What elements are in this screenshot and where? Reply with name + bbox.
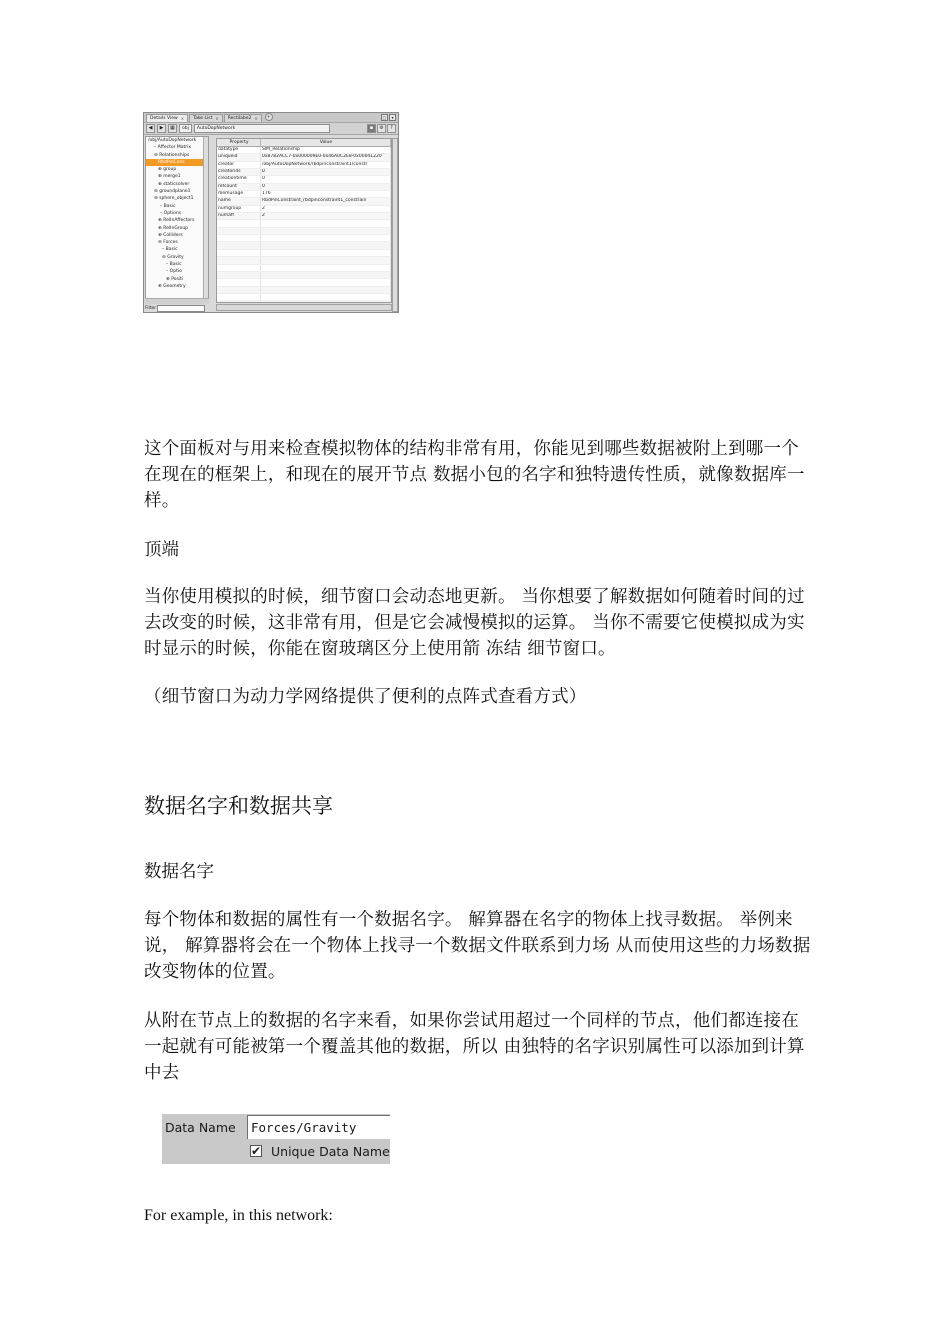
table-row[interactable] bbox=[217, 301, 391, 303]
close-icon[interactable]: × bbox=[254, 116, 258, 121]
link-icon[interactable]: ⚙ bbox=[377, 124, 386, 133]
tree-item[interactable]: – Options bbox=[160, 210, 182, 216]
property-cell bbox=[217, 287, 261, 293]
property-cell bbox=[217, 220, 261, 226]
paragraph-update: 当你使用模拟的时候，细节窗口会动态地更新。 当你想要了解数据如何随着时间的过去改变的时候，这非常有用，但是它会减慢模拟的运算。 当你不需要它使模拟成为实时显示的时候，你能在窗玻璃区分上使用箭 冻结 细节窗口。 bbox=[144, 587, 805, 659]
details-view-screenshot bbox=[143, 112, 399, 313]
value-cell: 0 bbox=[261, 176, 391, 182]
value-cell bbox=[261, 272, 391, 278]
property-cell: numgroup bbox=[217, 206, 261, 212]
pin-icon[interactable]: ▪ bbox=[367, 124, 376, 133]
table-header bbox=[217, 139, 391, 147]
property-cell bbox=[217, 228, 261, 234]
example-caption: For example, in this network: bbox=[144, 1207, 333, 1224]
table-row[interactable] bbox=[217, 294, 391, 301]
menu-icon[interactable]: ▾ bbox=[389, 114, 396, 121]
table-row[interactable] bbox=[217, 147, 391, 154]
value-cell bbox=[261, 265, 391, 271]
value-cell: 0 bbox=[261, 184, 391, 190]
pane-tab-bar bbox=[144, 113, 398, 123]
tab-label: Take List bbox=[193, 116, 213, 121]
table-row[interactable] bbox=[217, 279, 391, 286]
property-cell: creatorids bbox=[217, 169, 261, 175]
tree-item[interactable]: – Basic bbox=[162, 247, 178, 253]
table-row[interactable] bbox=[217, 257, 391, 264]
unique-data-name-checkbox[interactable]: ✔ bbox=[251, 1144, 262, 1158]
property-cell: datatype bbox=[217, 147, 261, 153]
tab-label: Details View bbox=[150, 116, 178, 121]
value-cell: 2 bbox=[261, 213, 391, 219]
tree-item[interactable]: – Optio bbox=[166, 269, 182, 275]
paragraph-data-name: 每个物体和数据的属性有一个数据名字。 解算器在名字的物体上找寻数据。 举例来说， 解算器将会在一个物体上找寻一个数据文件联系到力场 从而使用这些的力场数据改变物体的位置。 bbox=[144, 910, 811, 982]
table-row[interactable] bbox=[217, 154, 391, 161]
table-horizontal-scrollbar[interactable] bbox=[216, 304, 392, 311]
unique-data-name-label: Unique Data Name bbox=[271, 1144, 390, 1159]
property-cell bbox=[217, 257, 261, 263]
value-cell bbox=[261, 301, 391, 303]
add-tab-icon[interactable]: + bbox=[265, 113, 273, 121]
property-cell bbox=[217, 242, 261, 248]
value-cell: RbdPinConstraint_rbdpinconstraint1_constrain bbox=[261, 198, 391, 204]
tree-item[interactable]: – Basic bbox=[160, 203, 176, 209]
tree-item[interactable]: ⊕ Colliders bbox=[158, 232, 183, 238]
column-header-property[interactable]: Property bbox=[217, 139, 261, 146]
close-icon[interactable]: × bbox=[215, 116, 219, 121]
property-table bbox=[216, 138, 392, 303]
table-row[interactable] bbox=[217, 169, 391, 176]
path-root[interactable]: obj bbox=[179, 124, 192, 133]
data-name-parameter-panel bbox=[162, 1114, 390, 1164]
column-header-value[interactable]: Value bbox=[261, 139, 391, 146]
tree-item[interactable]: – Affector Matrix bbox=[154, 145, 192, 151]
value-cell: SIM_Relationship bbox=[261, 147, 391, 153]
value-cell: 176 bbox=[261, 191, 391, 197]
property-cell bbox=[217, 235, 261, 241]
tree-item[interactable]: RbdPinCons bbox=[146, 159, 208, 166]
property-cell: name bbox=[217, 198, 261, 204]
filter-label: Filter bbox=[145, 305, 157, 311]
property-cell bbox=[217, 279, 261, 285]
data-name-label: Data Name bbox=[165, 1120, 236, 1135]
tree-item[interactable]: ⊕ merge1 bbox=[158, 174, 181, 180]
tab-details-view[interactable] bbox=[146, 114, 188, 122]
value-cell bbox=[261, 250, 391, 256]
data-tree[interactable] bbox=[145, 136, 209, 304]
help-icon[interactable]: ? bbox=[387, 124, 396, 133]
table-row[interactable] bbox=[217, 213, 391, 220]
table-body bbox=[217, 147, 391, 303]
table-row[interactable] bbox=[217, 220, 391, 227]
property-cell: numaff bbox=[217, 213, 261, 219]
value-cell bbox=[261, 279, 391, 285]
property-cell: creator bbox=[217, 162, 261, 168]
value-cell: 0 bbox=[261, 169, 391, 175]
tree-item[interactable]: ⊖ Relationships bbox=[154, 152, 190, 158]
tree-item[interactable]: ⊕ RelInAffectors bbox=[158, 218, 195, 224]
property-cell: memusage bbox=[217, 191, 261, 197]
sub-heading: 数据名字 bbox=[144, 862, 214, 882]
table-row[interactable] bbox=[217, 184, 391, 191]
toolbar-right bbox=[367, 124, 398, 133]
table-row[interactable] bbox=[217, 242, 391, 249]
data-name-field[interactable]: Forces/Gravity bbox=[247, 1115, 390, 1139]
property-cell: refcount bbox=[217, 184, 261, 190]
tree-item[interactable]: ⊖ sphere_object1 bbox=[154, 196, 194, 202]
tree-item[interactable]: ⊕ staticsolver bbox=[158, 181, 190, 187]
tree-item[interactable]: ⊕ group bbox=[158, 167, 177, 173]
property-cell bbox=[217, 250, 261, 256]
tree-vertical-scrollbar[interactable] bbox=[203, 137, 208, 303]
value-cell: 0x8782ACC7-0x000009E0-0x46A0C2E8-0x00041220 bbox=[261, 154, 391, 160]
table-row[interactable] bbox=[217, 265, 391, 272]
value-cell bbox=[261, 220, 391, 226]
value-cell bbox=[261, 287, 391, 293]
property-cell bbox=[217, 294, 261, 300]
window-buttons bbox=[381, 114, 396, 121]
property-cell bbox=[217, 265, 261, 271]
path-node[interactable]: AutoDopNetwork bbox=[194, 124, 330, 133]
property-cell bbox=[217, 272, 261, 278]
table-row[interactable] bbox=[217, 198, 391, 205]
table-row[interactable] bbox=[217, 287, 391, 294]
property-cell bbox=[217, 301, 261, 303]
maximize-icon[interactable]: □ bbox=[382, 115, 387, 120]
paragraph-note: （细节窗口为动力学网络提供了便利的点阵式查看方式） bbox=[144, 687, 587, 707]
filter-bar bbox=[145, 304, 209, 312]
table-row[interactable] bbox=[217, 235, 391, 242]
value-cell: /obj/AutoDopNetwork/rbdpinconstraint1/constr bbox=[261, 162, 391, 168]
value-cell bbox=[261, 242, 391, 248]
table-row[interactable] bbox=[217, 206, 391, 213]
tree-item[interactable]: – Basic bbox=[166, 262, 182, 268]
link-top[interactable]: 顶端 bbox=[144, 540, 179, 560]
back-arrow-icon[interactable]: ◀ bbox=[146, 124, 155, 133]
value-cell bbox=[261, 235, 391, 241]
value-cell bbox=[261, 228, 391, 234]
paragraph-sharing: 从附在节点上的数据的名字来看，如果你尝试用超过一个同样的节点，他们都连接在一起就有可能被第一个覆盖其他的数据，所以 由独特的名字识别属性可以添加到计算中去 bbox=[144, 1011, 805, 1083]
tree-item[interactable]: ⊖ Forces bbox=[158, 240, 178, 246]
tab-label: Rectilabe2 bbox=[227, 116, 252, 121]
path-toolbar bbox=[144, 123, 398, 135]
network-icon[interactable]: ▦ bbox=[168, 124, 177, 133]
tab-third[interactable] bbox=[224, 114, 262, 122]
tab-take-list[interactable] bbox=[189, 114, 223, 122]
table-row[interactable] bbox=[217, 272, 391, 279]
tree-item[interactable]: ⊖ Gravity bbox=[162, 254, 184, 260]
value-cell bbox=[261, 257, 391, 263]
tree-item[interactable]: ⊕ Geometry bbox=[158, 283, 186, 289]
forward-arrow-icon[interactable]: ▶ bbox=[157, 124, 166, 133]
value-cell bbox=[261, 294, 391, 300]
tree-item[interactable]: ⊕ Positi bbox=[166, 276, 184, 282]
filter-input[interactable] bbox=[157, 305, 205, 312]
property-cell: uniqueid bbox=[217, 154, 261, 160]
table-row[interactable] bbox=[217, 176, 391, 183]
table-vertical-scrollbar[interactable] bbox=[392, 138, 398, 312]
tree-item[interactable]: ⊖ groundplane1 bbox=[154, 189, 191, 195]
table-row[interactable] bbox=[217, 191, 391, 198]
tree-item[interactable]: /obj/AutoDopNetwork bbox=[148, 138, 197, 143]
table-row[interactable] bbox=[217, 228, 391, 235]
paragraph-intro: 这个面板对与用来检查模拟物体的结构非常有用，你能见到哪些数据被附上到哪一个在现在的框架上，和现在的展开节点 数据小包的名字和独特遗传性质，就像数据库一样。 bbox=[144, 439, 805, 511]
value-cell: 2 bbox=[261, 206, 391, 212]
property-cell: creationtime bbox=[217, 176, 261, 182]
tree-item[interactable]: ⊕ RelInGroup bbox=[158, 225, 189, 231]
table-row[interactable] bbox=[217, 162, 391, 169]
close-icon[interactable]: × bbox=[180, 116, 185, 121]
section-heading: 数据名字和数据共享 bbox=[144, 794, 333, 818]
table-row[interactable] bbox=[217, 250, 391, 257]
